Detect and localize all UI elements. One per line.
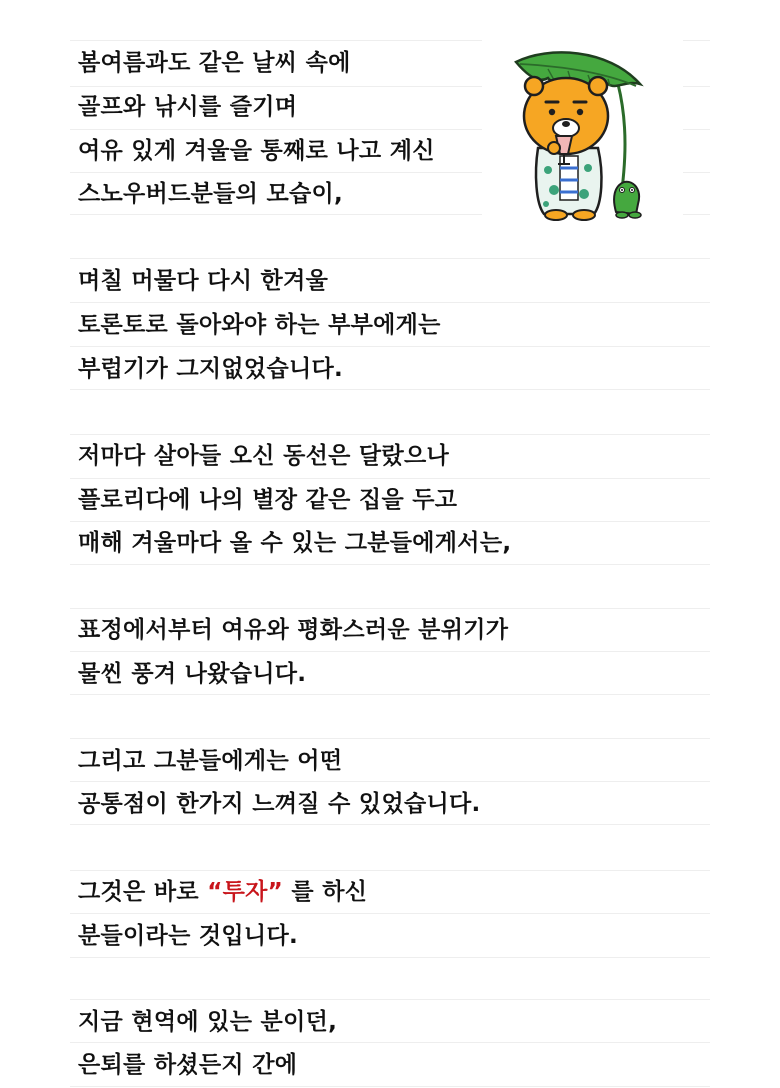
ruled-line [70, 214, 482, 215]
ruled-line [70, 608, 710, 609]
ruled-line-stub [683, 172, 710, 173]
text-line: 골프와 낚시를 즐기며 [78, 94, 298, 120]
text-line: 표정에서부터 여유와 평화스러운 분위기가 [78, 617, 509, 643]
text-line: 봄여름과도 같은 날씨 속에 [78, 50, 351, 76]
ruled-line [70, 1086, 710, 1087]
ruled-line [70, 172, 482, 173]
text-segment: 를 하신 [283, 879, 368, 905]
text-line: 부럽기가 그지없었습니다. [78, 356, 344, 382]
text-line-highlight [78, 877, 367, 907]
ruled-line [70, 824, 710, 825]
ruled-line-stub [683, 129, 710, 130]
ruled-line [70, 40, 482, 41]
text-line: 공통점이 한가지 느껴질 수 있었습니다. [78, 791, 481, 817]
ruled-line [70, 738, 710, 739]
text-line: 그리고 그분들에게는 어떤 [78, 748, 343, 774]
ruled-line [70, 434, 710, 435]
ruled-line [70, 913, 710, 914]
text-line: 며칠 머물다 다시 한겨울 [78, 268, 329, 294]
ruled-line [70, 999, 710, 1000]
ruled-line [70, 957, 710, 958]
text-line: 스노우버드분들의 모습이, [78, 181, 344, 207]
ruled-line [70, 129, 482, 130]
highlighted-word: “투자” [207, 879, 284, 905]
text-line: 여유 있게 겨울을 통째로 나고 계신 [78, 138, 435, 164]
ruled-line-stub [683, 214, 710, 215]
ruled-line-stub [683, 86, 710, 87]
text-line: 은퇴를 하셨든지 간에 [78, 1052, 298, 1078]
ruled-line [70, 302, 710, 303]
text-line: 저마다 살아들 오신 동선은 달랐으나 [78, 443, 449, 469]
ruled-line [70, 346, 710, 347]
text-line: 토론토로 돌아와야 하는 부부에게는 [78, 312, 441, 338]
ruled-line [70, 870, 710, 871]
ruled-line [70, 86, 482, 87]
ruled-line-stub [683, 40, 710, 41]
text-line: 지금 현역에 있는 분이던, [78, 1009, 338, 1035]
text-line: 플로리다에 나의 별장 같은 집을 두고 [78, 487, 458, 513]
ruled-line [70, 1042, 710, 1043]
ruled-line [70, 478, 710, 479]
ruled-line [70, 258, 710, 259]
text-line: 매해 겨울마다 올 수 있는 그분들에게서는, [78, 530, 512, 556]
text-line: 분들이라는 것입니다. [78, 923, 299, 949]
ruled-line [70, 781, 710, 782]
ruled-line [70, 651, 710, 652]
text-segment: 그것은 바로 [78, 879, 208, 905]
ryan-character-with-leaf-umbrella-icon [508, 44, 658, 222]
ruled-line [70, 389, 710, 390]
text-line: 물씬 풍겨 나왔습니다. [78, 661, 307, 687]
ruled-line [70, 521, 710, 522]
ruled-line [70, 694, 710, 695]
ruled-line [70, 564, 710, 565]
